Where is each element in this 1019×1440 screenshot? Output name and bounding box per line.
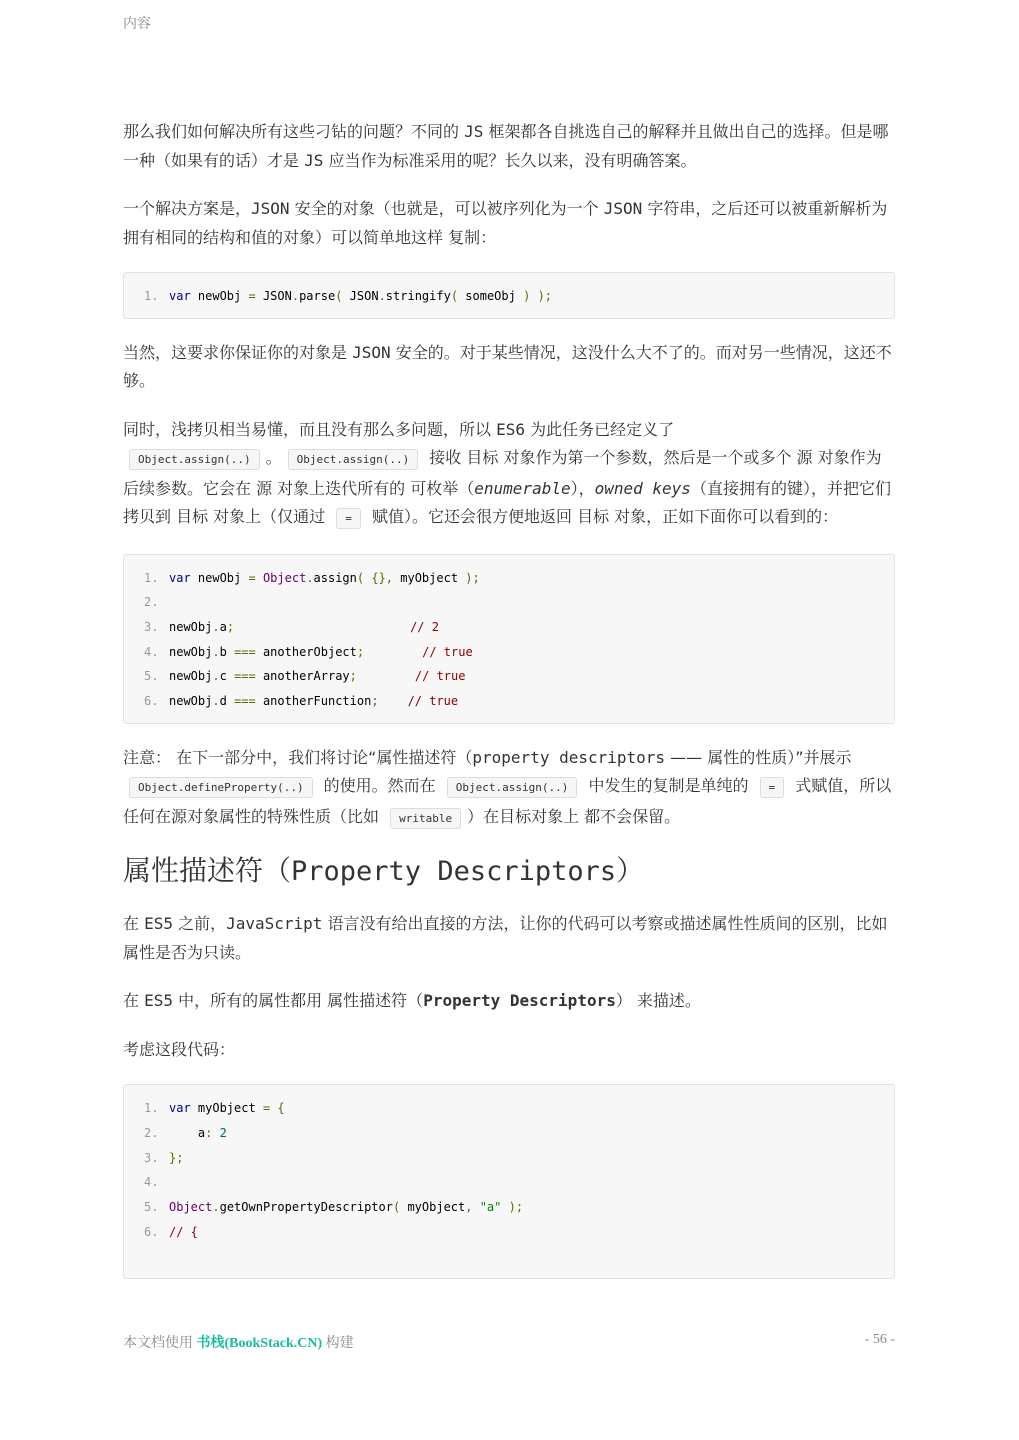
line-number: 5.	[144, 1200, 159, 1215]
code-token: Object	[169, 1200, 213, 1215]
code-line	[144, 1244, 874, 1269]
text: ），	[570, 478, 595, 498]
code-token: newObj	[169, 669, 213, 684]
code-token: ;	[349, 669, 357, 684]
code-token: newObj	[169, 694, 213, 709]
code-token: .	[212, 1200, 220, 1215]
mono-text: JS	[464, 122, 484, 141]
code-token: (	[392, 1200, 401, 1215]
text: 同时，浅拷贝相当易懂，而且没有那么多问题，所以	[123, 419, 497, 439]
mono-text: property descriptors	[472, 747, 666, 767]
code-line	[144, 689, 874, 714]
inline-code: writable	[390, 808, 461, 829]
code-token: d	[219, 694, 235, 709]
text: 为此任务已经定义了	[525, 419, 675, 439]
text: 框架都各自挑选自己的解释并且做出自己的选择。但是哪一种（如果有的话）才是	[123, 122, 889, 170]
code-token: .	[212, 669, 220, 684]
code-token: ===	[234, 694, 256, 709]
line-number: 3.	[144, 620, 159, 635]
code-token: anotherArray	[255, 669, 350, 684]
code-token: ===	[234, 644, 256, 659]
code-token: =	[262, 1101, 271, 1116]
line-number: 1.	[144, 570, 159, 585]
code-token: var	[169, 1101, 191, 1116]
paragraph-1	[123, 118, 895, 175]
paragraph-6	[123, 910, 895, 967]
code-token: var	[169, 570, 191, 585]
code-token: newObj	[169, 620, 213, 635]
code-line	[144, 1096, 874, 1121]
code-token: anotherObject	[255, 644, 357, 659]
code-token: :	[205, 1126, 213, 1140]
code-token: )	[523, 289, 531, 303]
code-token: .	[291, 289, 300, 303]
code-token: a	[169, 1126, 206, 1140]
text: 的使用。然而在	[318, 776, 441, 796]
code-token: newObj	[169, 644, 213, 659]
code-line	[144, 664, 874, 689]
code-line	[144, 1146, 874, 1171]
code-token: .	[306, 570, 314, 585]
text: 安全的。对于某些情况，这没什么大不了的。而对另一些情况，这还不够。	[123, 342, 892, 391]
text: ） 来描述。	[615, 991, 701, 1011]
code-token: .	[378, 289, 386, 303]
code-line	[144, 590, 874, 615]
code-token: ;	[356, 644, 365, 659]
code-token: var	[169, 289, 191, 303]
code-token: c	[219, 669, 235, 684]
code-token: {},	[364, 570, 394, 585]
line-number: 4.	[144, 644, 159, 659]
mono-text: JavaScript	[226, 914, 323, 934]
inline-code: Object.assign(..)	[288, 449, 419, 470]
inline-code: Object.defineProperty(..)	[129, 777, 313, 798]
code-line	[144, 1121, 874, 1146]
mono-text: ES5	[144, 914, 173, 934]
text: 中发生的复制是单纯的	[583, 776, 754, 796]
code-token: anotherFunction	[255, 694, 372, 709]
code-token: myObject	[190, 1101, 263, 1116]
text: 在	[123, 991, 145, 1011]
line-number: 5.	[144, 669, 159, 684]
code-line	[144, 566, 874, 591]
inline-code: =	[760, 777, 785, 798]
text: 式赋值，所以任何在源对象属性的特殊性质（比如	[123, 776, 892, 826]
code-token: =	[248, 289, 256, 303]
code-token: getOwnPropertyDescriptor	[219, 1200, 393, 1215]
text: ）在目标对象上 都不会保留。	[467, 806, 681, 826]
text: 接收 目标 对象作为第一个参数，然后是一个或多个 源 对象作为后续参数。它会在 源 对象上迭代所有的 可枚举（	[123, 448, 882, 498]
code-token: JSON	[342, 289, 379, 303]
code-token: newObj	[190, 289, 249, 303]
code-token: );	[465, 570, 480, 585]
text: 。	[265, 448, 282, 468]
code-block-3	[123, 1084, 895, 1279]
page-number: - 56 -	[864, 1332, 895, 1347]
text: 中，所有的属性都用 属性描述符（	[173, 991, 424, 1011]
code-line	[144, 615, 874, 640]
section-heading	[123, 853, 895, 890]
code-token: (	[450, 289, 459, 303]
text: —— 属性的性质）”并展示	[665, 747, 852, 767]
line-number: 1.	[144, 289, 159, 303]
line-number: 4.	[144, 1175, 159, 1190]
code-token: myObject	[400, 1200, 466, 1215]
code-token: ;	[226, 620, 235, 635]
mono-text: JSON	[251, 199, 290, 218]
line-number: 1.	[144, 1101, 159, 1116]
mono-text: ES6	[496, 419, 525, 439]
text: 注意： 在下一部分中，我们将讨论“属性描述符（	[123, 747, 473, 767]
line-number: 2.	[144, 1126, 159, 1140]
text: 一个解决方案是，	[123, 199, 252, 218]
code-token: .	[212, 694, 220, 709]
mono-text: JSON	[352, 342, 391, 362]
italic-text: enumerable	[474, 478, 571, 498]
paragraph-4	[123, 416, 895, 534]
text: （直接拥有的键），并把它们拷贝到 目标 对象上（仅通过	[123, 478, 891, 527]
code-token: ===	[234, 669, 256, 684]
code-token: =	[248, 570, 256, 585]
code-token: (	[356, 570, 365, 585]
code-comment: // true	[407, 694, 459, 709]
text: 字符串，之后还可以被重新解析为拥有相同的结构和值的对象）可以简单地这样 复制：	[123, 199, 888, 247]
footer-text: 构建	[322, 1336, 354, 1351]
text: 应当作为标准采用的呢？长久以来，没有明确答案。	[323, 150, 697, 170]
code-line	[144, 640, 874, 665]
mono-text: JS	[304, 150, 324, 170]
line-number: 3.	[144, 1150, 159, 1165]
code-token: assign	[313, 570, 357, 585]
footer-credit	[123, 1332, 354, 1352]
code-token: a	[219, 620, 227, 635]
code-token: someObj	[458, 289, 524, 303]
text: 赋值）。它还会很方便地返回 目标 对象，正如下面你可以看到的：	[366, 507, 839, 527]
inline-code: Object.assign(..)	[129, 449, 260, 470]
code-token: newObj	[190, 570, 249, 585]
line-number: 6.	[144, 694, 159, 709]
text: 属性描述符（	[123, 854, 292, 888]
footer-text: 本文档使用	[123, 1336, 197, 1351]
code-token: parse	[299, 289, 336, 303]
mono-text: Property Descriptors	[291, 856, 617, 888]
code-token: .	[212, 644, 220, 659]
italic-text: owned keys	[594, 478, 691, 498]
paragraph-5	[123, 744, 895, 834]
code-comment: // {	[169, 1224, 198, 1239]
code-token: Object	[255, 570, 307, 585]
code-line	[144, 1220, 874, 1245]
paragraph-7	[123, 987, 895, 1016]
code-token: "a"	[472, 1200, 502, 1215]
code-token: stringify	[385, 289, 451, 303]
text: 当然，这要求你保证你的对象是	[123, 342, 353, 362]
code-line	[144, 1170, 874, 1195]
code-token: );	[537, 289, 553, 303]
text: 在	[123, 914, 145, 934]
text: 语言没有给出直接的方法，让你的代码可以考察或描述属性性质间的区别，比如属性是否为只读。	[123, 914, 888, 962]
code-token: (	[335, 289, 343, 303]
code-block-1	[123, 272, 895, 319]
bold-text: Property Descriptors	[423, 991, 616, 1011]
paragraph-2	[123, 195, 895, 252]
inline-code: Object.assign(..)	[447, 777, 578, 798]
code-comment: // true	[422, 644, 473, 659]
paragraph-3	[123, 339, 895, 396]
code-line	[144, 1195, 874, 1220]
text: 之前，	[173, 914, 227, 934]
code-token: 2	[212, 1126, 227, 1140]
document-content	[123, 118, 895, 1299]
footer-brand-link[interactable]: 书栈(BookStack.CN)	[196, 1336, 323, 1351]
code-token: ;	[371, 694, 379, 709]
text: 那么我们如何解决所有这些刁钻的问题？不同的	[123, 122, 465, 141]
mono-text: JSON	[603, 199, 643, 218]
code-token: );	[501, 1200, 524, 1215]
code-comment: // true	[414, 669, 466, 684]
code-token: ,	[465, 1200, 473, 1215]
line-number: 6.	[144, 1224, 159, 1239]
code-token: .	[212, 620, 220, 635]
code-token: JSON	[255, 289, 292, 303]
code-token: };	[169, 1150, 184, 1165]
line-number: 2.	[144, 595, 159, 610]
code-comment: // 2	[410, 620, 439, 635]
text: ）	[616, 854, 645, 888]
code-token: {	[270, 1101, 285, 1116]
text: 考虑这段代码：	[123, 1039, 236, 1059]
code-token	[530, 289, 537, 303]
text: 安全的对象（也就是，可以被序列化为一个	[289, 199, 604, 218]
code-block-2	[123, 554, 895, 724]
header-label: 内容	[123, 16, 151, 32]
mono-text: ES5	[144, 991, 173, 1011]
code-line	[144, 284, 874, 309]
paragraph-8	[123, 1036, 895, 1065]
code-token: b	[219, 644, 235, 659]
inline-code: =	[336, 508, 361, 529]
code-token: myObject	[393, 570, 466, 585]
